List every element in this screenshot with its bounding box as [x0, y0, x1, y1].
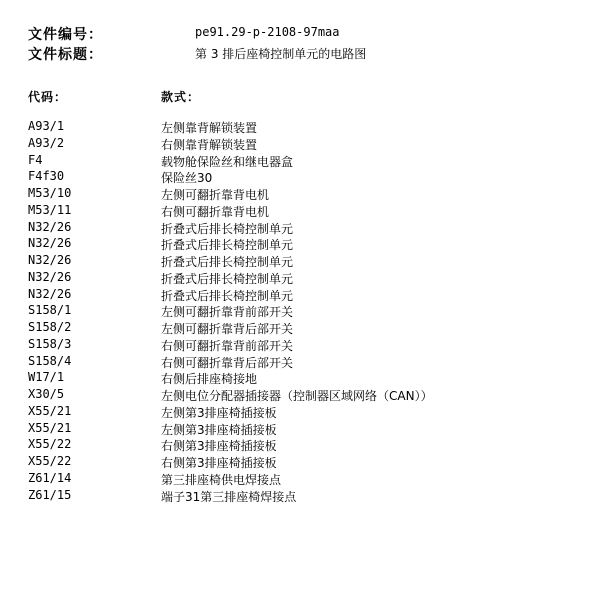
list-item — [28, 404, 598, 421]
component-code: X55/22 — [28, 437, 72, 452]
list-item — [28, 203, 598, 220]
component-code: Z61/14 — [28, 470, 72, 485]
doc-number-label: 文件编号： — [28, 27, 103, 43]
component-description: 折叠式后排长椅控制单元 — [161, 271, 294, 286]
component-description: 左侧电位分配器插接器（控制器区域网络（CAN）） — [161, 389, 433, 403]
component-code: Z61/15 — [28, 487, 72, 502]
component-description: 左侧可翻折靠背前部开关 — [161, 305, 294, 320]
component-description: 右侧可翻折靠背电机 — [161, 204, 270, 219]
component-description: 左侧可翻折靠背电机 — [161, 188, 270, 202]
list-item — [28, 454, 598, 471]
component-description: 端子31第三排座椅焊接点 — [161, 489, 297, 504]
component-code: X55/21 — [28, 403, 72, 418]
component-code: W17/1 — [28, 370, 65, 385]
list-item — [28, 270, 598, 287]
list-item — [28, 320, 598, 337]
component-list — [28, 119, 598, 504]
component-description: 第三排座椅供电焊接点 — [161, 472, 282, 487]
component-code: N32/26 — [28, 236, 72, 251]
component-description: 左侧靠背解锁装置 — [161, 121, 258, 135]
component-code: F4f30 — [28, 169, 65, 184]
component-code: X55/21 — [28, 420, 72, 435]
column-headers — [28, 88, 588, 108]
component-code: A93/2 — [28, 135, 65, 150]
component-code: M53/10 — [28, 186, 72, 200]
component-code: X30/5 — [28, 387, 65, 401]
list-item — [28, 354, 598, 371]
component-description: 保险丝30 — [161, 171, 213, 186]
doc-title-label: 文件标题： — [28, 47, 103, 63]
code-column-header: 代码： — [28, 90, 68, 104]
component-description: 折叠式后排长椅控制单元 — [161, 255, 294, 269]
component-description: 折叠式后排长椅控制单元 — [161, 238, 294, 253]
component-code: F4 — [28, 152, 43, 167]
list-item — [28, 387, 598, 404]
component-description: 左侧第3排座椅插接板 — [161, 405, 277, 420]
list-item — [28, 186, 598, 203]
doc-title-value: 第 3 排后座椅控制单元的电路图 — [195, 47, 367, 61]
component-code: M53/11 — [28, 202, 72, 217]
component-description: 右侧第3排座椅插接板 — [161, 439, 277, 454]
list-item — [28, 421, 598, 438]
component-description: 左侧第3排座椅插接板 — [161, 422, 277, 437]
component-code: N32/26 — [28, 253, 72, 267]
list-item — [28, 303, 598, 320]
list-item — [28, 337, 598, 354]
description-column-header: 款式： — [161, 90, 201, 104]
list-item — [28, 136, 598, 153]
list-item — [28, 287, 598, 304]
component-code: S158/4 — [28, 353, 72, 368]
component-code: A93/1 — [28, 119, 65, 133]
list-item — [28, 488, 598, 505]
list-item — [28, 169, 598, 186]
list-item — [28, 236, 598, 253]
component-description: 载物舱保险丝和继电器盒 — [161, 154, 294, 169]
component-description: 右侧后排座椅接地 — [161, 372, 258, 387]
list-item — [28, 220, 598, 237]
component-description: 左侧可翻折靠背后部开关 — [161, 322, 294, 336]
component-code: S158/3 — [28, 336, 72, 351]
list-item — [28, 437, 598, 454]
list-item — [28, 370, 598, 387]
component-code: N32/26 — [28, 219, 72, 234]
component-code: S158/2 — [28, 320, 72, 334]
component-description: 右侧第3排座椅插接板 — [161, 456, 277, 470]
list-item — [28, 153, 598, 170]
doc-number-value: pe91.29-p-2108-97maa — [195, 25, 340, 39]
component-code: N32/26 — [28, 286, 72, 301]
list-item — [28, 119, 598, 136]
component-description: 折叠式后排长椅控制单元 — [161, 288, 294, 303]
component-description: 右侧可翻折靠背前部开关 — [161, 338, 294, 353]
list-item — [28, 471, 598, 488]
component-code: N32/26 — [28, 269, 72, 284]
component-code: S158/1 — [28, 303, 72, 318]
component-description: 折叠式后排长椅控制单元 — [161, 221, 294, 236]
component-description: 右侧靠背解锁装置 — [161, 137, 258, 152]
component-description: 右侧可翻折靠背后部开关 — [161, 355, 294, 370]
component-code: X55/22 — [28, 454, 72, 468]
list-item — [28, 253, 598, 270]
